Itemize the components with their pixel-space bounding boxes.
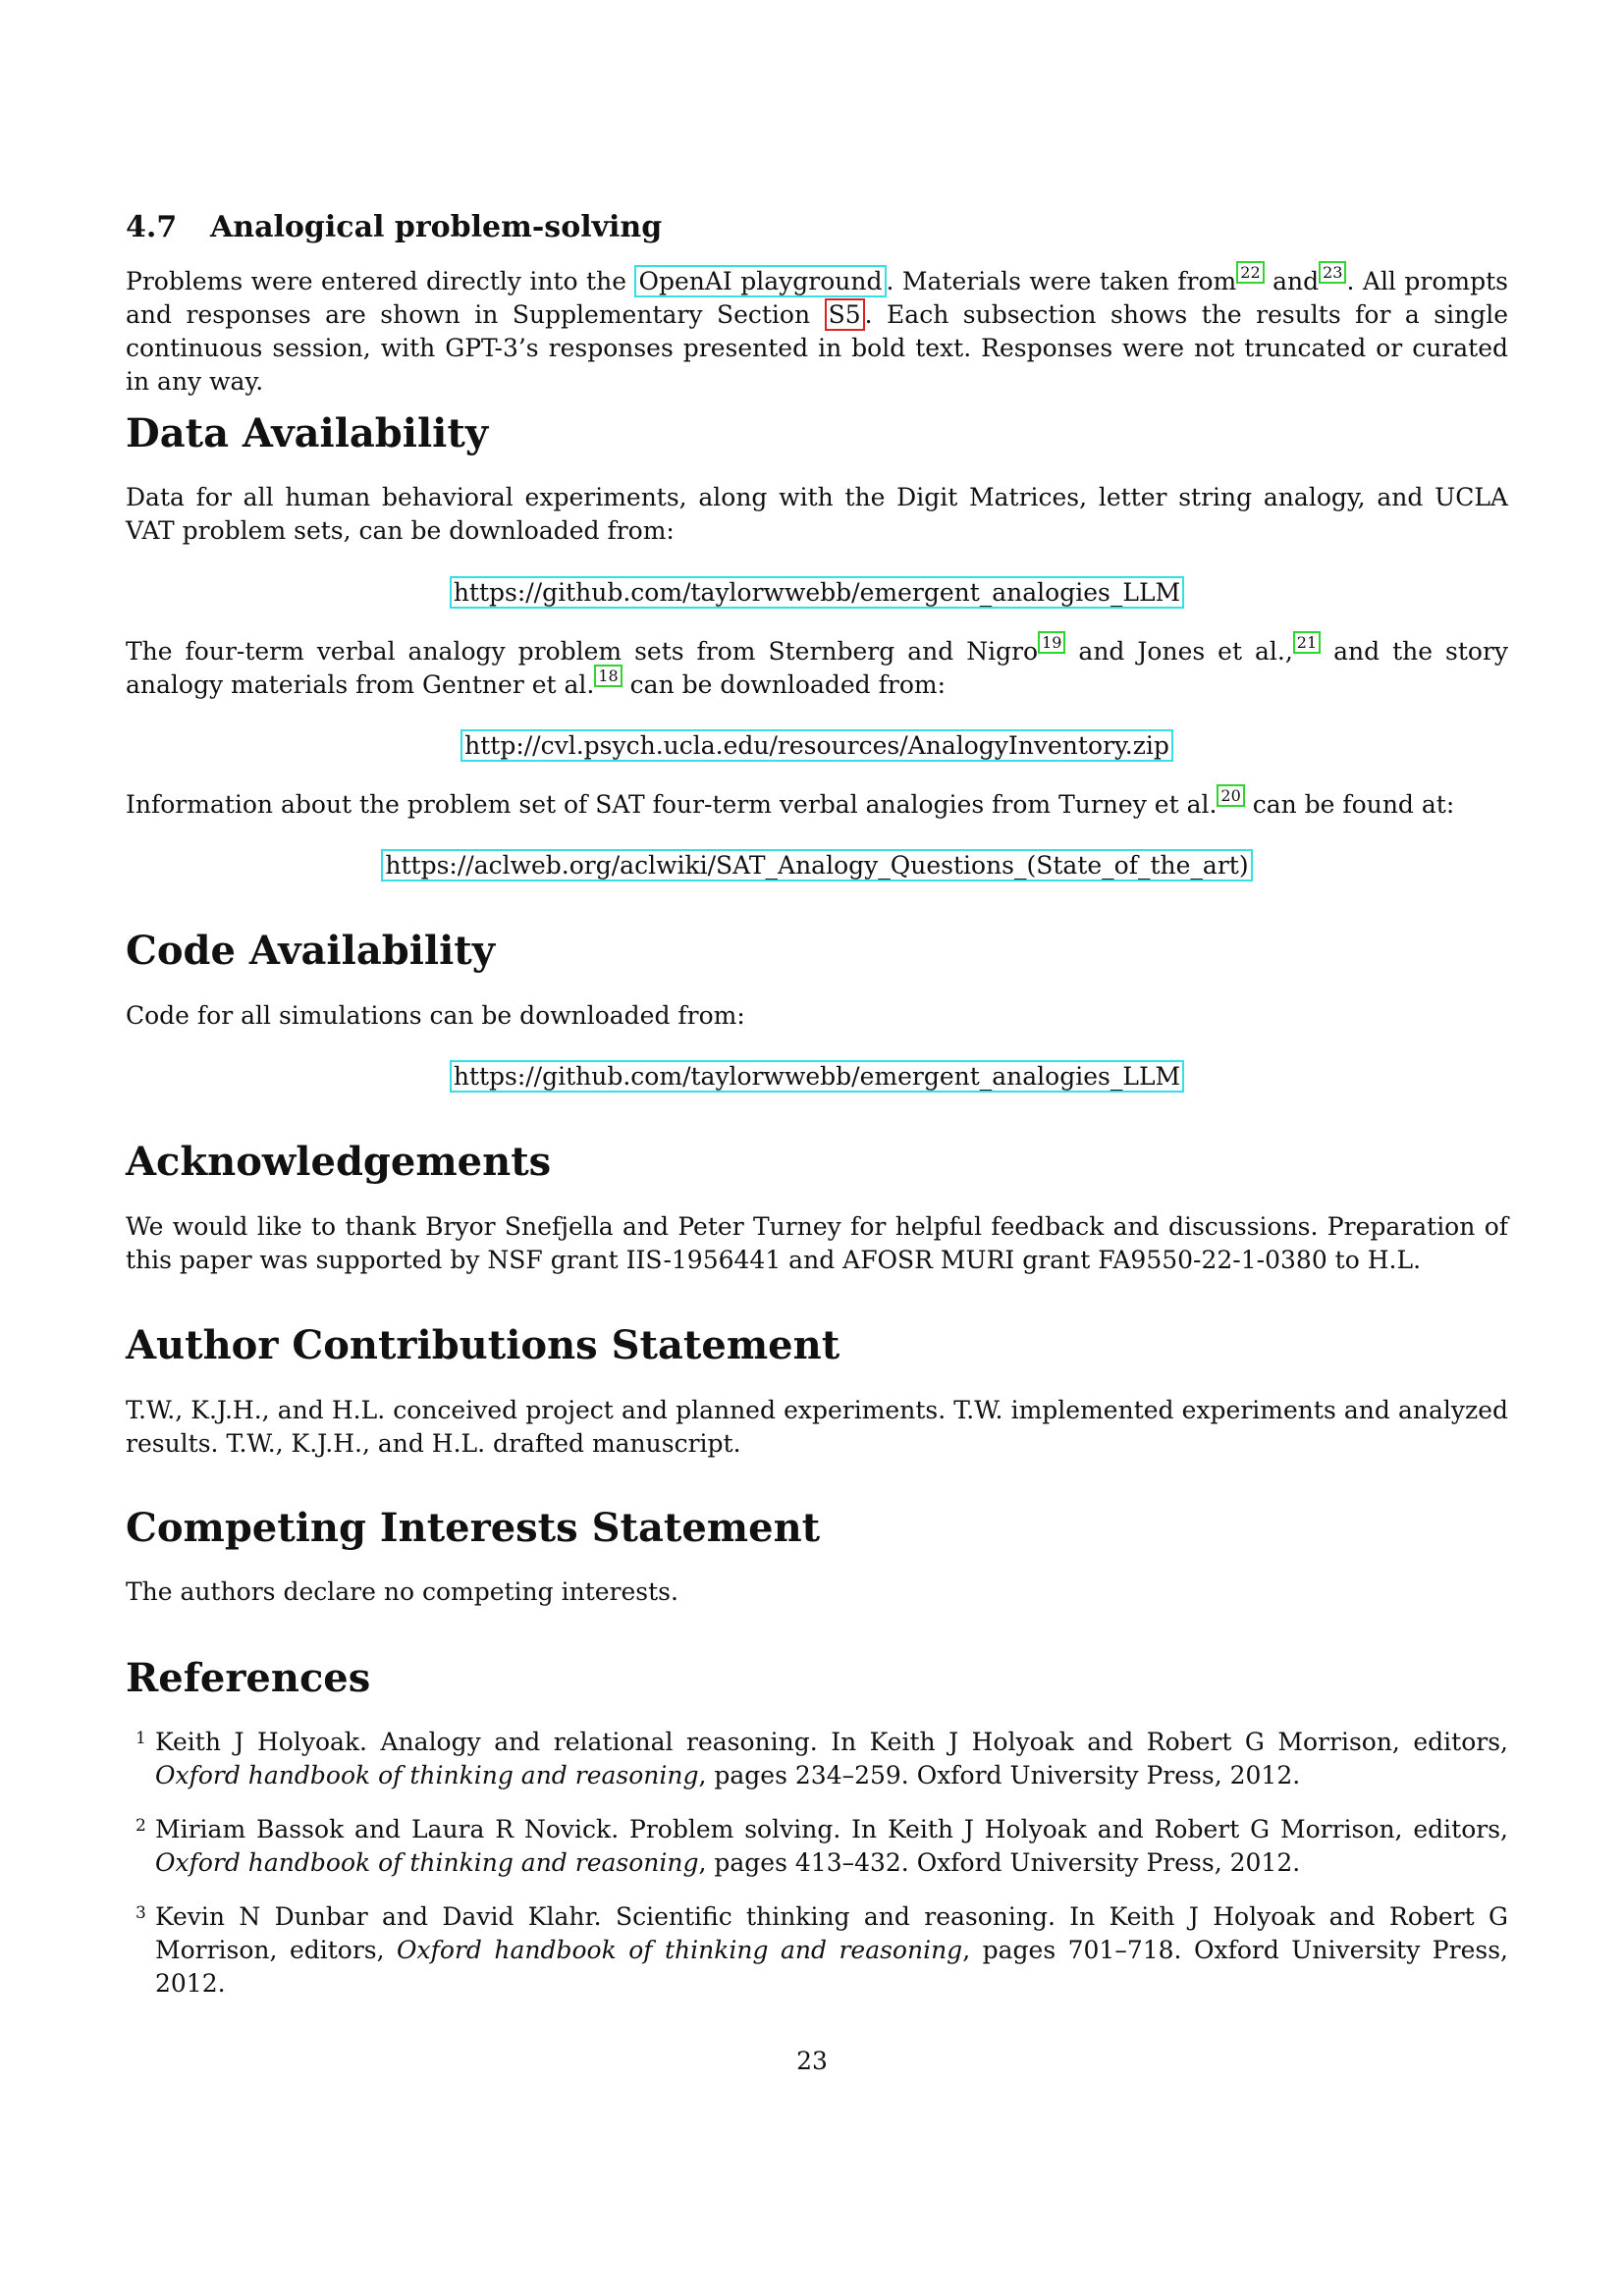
aclwiki-link[interactable]: https://aclweb.org/aclwiki/SAT_Analogy_Questions_(State_of_the_art) xyxy=(381,849,1252,881)
subsection-number: 4.7 xyxy=(126,210,178,244)
code-paragraph: Code for all simulations can be downloaded from: xyxy=(126,1001,745,1030)
openai-playground-link[interactable]: OpenAI playground xyxy=(634,265,886,297)
data-paragraph-3 xyxy=(126,788,1508,822)
author-contributions-heading: Author Contributions Statement xyxy=(126,1322,840,1368)
acknowledgements-paragraph: We would like to thank Bryor Snefjella and Peter Turney for helpful feedback and discussions. Preparation of this paper was supported by NSF grant IIS-1956441 and AFOSR MURI grant FA9550-22-1-0380 to H.L. xyxy=(126,1212,1508,1274)
book-title: Oxford handbook of thinking and reasoning xyxy=(155,1761,699,1789)
github-link[interactable]: https://github.com/taylorwwebb/emergent_analogies_LLM xyxy=(450,576,1184,609)
text: . All prompts and responses are shown in Supplementary Section xyxy=(126,267,1508,329)
book-title: Oxford handbook of thinking and reasoning xyxy=(155,1848,699,1877)
data-paragraph: Data for all human behavioral experiments, along with the Digit Matrices, letter string analogy, and UCLA VAT problem sets, can be downloaded from: xyxy=(126,483,1508,545)
text: , pages 701–718. Oxford University Press, 2012. xyxy=(155,1936,1508,1998)
data-paragraph-2 xyxy=(126,635,1508,702)
competing-interests-paragraph: The authors declare no competing interests. xyxy=(126,1577,678,1606)
acknowledgements-heading: Acknowledgements xyxy=(126,1139,552,1185)
text: Problems were entered directly into the xyxy=(126,267,635,295)
reference-item xyxy=(126,1813,1508,1880)
references-heading: References xyxy=(126,1655,371,1701)
reference-number: 3 xyxy=(135,1903,146,1923)
reference-text xyxy=(155,1900,1508,2001)
subsection-title: Analogical problem-solving xyxy=(210,210,663,244)
reference-number: 2 xyxy=(135,1816,146,1836)
text: Keith J Holyoak. Analogy and relational reasoning. In Keith J Holyoak and Robert G Morrison, editors, xyxy=(155,1728,1508,1756)
subsection-heading xyxy=(126,208,662,247)
reference-number: 1 xyxy=(135,1729,146,1748)
citation-link[interactable]: 20 xyxy=(1217,784,1244,807)
reference-text xyxy=(155,1726,1508,1792)
citation-link[interactable]: 18 xyxy=(594,665,622,687)
competing-interests-heading: Competing Interests Statement xyxy=(126,1505,821,1551)
code-availability-heading: Code Availability xyxy=(126,928,496,974)
reference-item xyxy=(126,1900,1508,2001)
citation-link[interactable]: 21 xyxy=(1293,631,1321,654)
text: . Each subsection shows the results for a single continuous session, with GPT-3’s responses presented in bold text. Responses were not truncated or curated in any way. xyxy=(126,300,1508,396)
text: , pages 234–259. Oxford University Press, 2012. xyxy=(698,1761,1301,1789)
text: and Jones et al., xyxy=(1065,637,1293,666)
text: Information about the problem set of SAT four-term verbal analogies from Turney et al. xyxy=(126,790,1218,819)
link-row xyxy=(126,576,1508,610)
text: can be found at: xyxy=(1244,790,1455,819)
data-availability-heading: Data Availability xyxy=(126,410,489,456)
reference-text xyxy=(155,1813,1508,1880)
page-number: 23 xyxy=(796,2047,828,2075)
github-code-link[interactable]: https://github.com/taylorwwebb/emergent_analogies_LLM xyxy=(450,1060,1184,1093)
text: and xyxy=(1264,267,1320,295)
author-contributions-paragraph: T.W., K.J.H., and H.L. conceived project and planned experiments. T.W. implemented experiments and analyzed results. T.W., K.J.H., and H.L. drafted manuscript. xyxy=(126,1396,1508,1458)
text: Miriam Bassok and Laura R Novick. Problem solving. In Keith J Holyoak and Robert G Morrison, editors, xyxy=(155,1815,1508,1843)
text: and the story analogy materials from Gentner et al. xyxy=(126,637,1509,699)
link-row xyxy=(126,849,1508,882)
text: Kevin N Dunbar and David Klahr. Scientific thinking and reasoning. In Keith J Holyoak and Robert G Morrison, editors, xyxy=(155,1902,1508,1964)
analogical-paragraph xyxy=(126,265,1508,399)
citation-link[interactable]: 23 xyxy=(1319,261,1346,284)
section-s5-link[interactable]: S5 xyxy=(825,298,865,331)
citation-link[interactable]: 22 xyxy=(1236,261,1264,284)
book-title: Oxford handbook of thinking and reasoning xyxy=(397,1936,963,1964)
analogy-inventory-link[interactable]: http://cvl.psych.ucla.edu/resources/AnalogyInventory.zip xyxy=(460,729,1173,762)
reference-item xyxy=(126,1726,1508,1792)
text: . Materials were taken from xyxy=(886,267,1237,295)
link-row xyxy=(126,729,1508,763)
text: can be downloaded from: xyxy=(622,670,947,699)
link-row xyxy=(126,1060,1508,1094)
text: The four-term verbal analogy problem sets from Sternberg and Nigro xyxy=(126,637,1039,666)
citation-link[interactable]: 19 xyxy=(1038,631,1065,654)
text: , pages 413–432. Oxford University Press, 2012. xyxy=(698,1848,1301,1877)
